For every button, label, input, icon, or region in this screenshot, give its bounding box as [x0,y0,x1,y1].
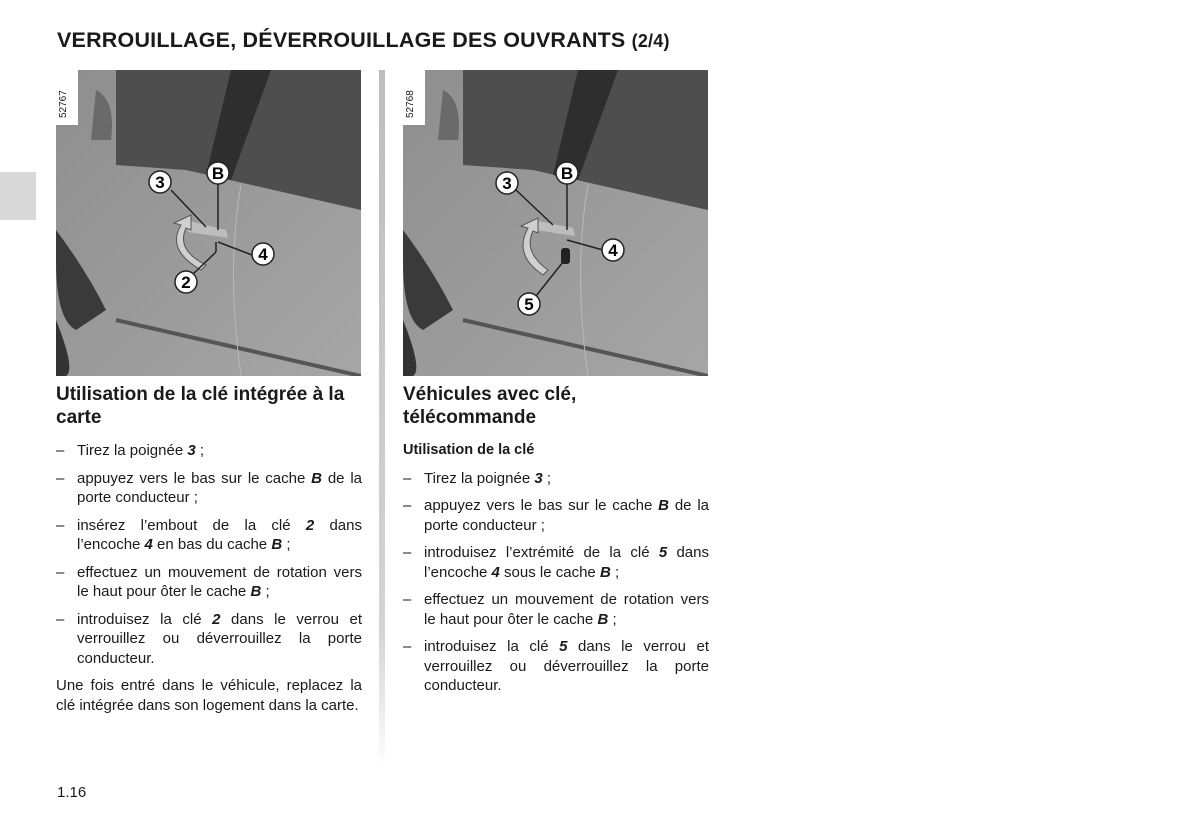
subsection-heading: Utilisation de la clé [403,442,535,458]
instruction-list [56,441,362,668]
item-reference: B [271,536,283,553]
item-text: ; [282,536,291,553]
item-text: Tirez la poignée [77,442,188,459]
left-column [56,383,362,715]
figure-number-text: 52767 [58,90,69,118]
item-text: effectuez un mouvement de rotation vers le haut pour ôter le cache [424,591,709,628]
item-reference: 4 [491,563,500,581]
item-text: dans le verrou et verrouillez ou déverrouillez la porte conducteur. [424,638,709,694]
item-text: appuyez vers le bas sur le cache [424,497,659,514]
item-reference: 2 [305,516,315,534]
item-text: ; [610,563,620,581]
figure-number-text: 52768 [405,90,416,118]
item-reference: B [597,610,609,628]
section-heading: Utilisation de la clé intégrée à la carte [56,384,345,428]
list-item [56,516,362,555]
callout-label: 3 [502,174,512,193]
list-item [403,590,709,629]
item-text: introduisez la clé [424,638,560,655]
item-reference: 5 [658,544,668,561]
callout-label: 3 [155,173,165,192]
callout-label: 4 [608,241,618,260]
item-reference: 2 [212,610,221,628]
section-tab [0,172,36,220]
item-reference: 5 [559,638,568,655]
item-reference: B [658,497,669,514]
instruction-list [403,469,709,696]
item-text: insérez l’embout de la clé [77,516,306,534]
list-item [56,563,362,602]
figure-number [56,70,78,125]
item-reference: 3 [187,442,196,459]
callout-label: 5 [524,295,534,314]
list-item [403,637,709,696]
list-item [56,441,362,461]
item-text: de la porte conducteur ; [77,469,362,506]
callout-label: 2 [181,273,191,292]
item-text: Tirez la poignée [424,469,535,487]
list-item [56,469,362,508]
page-number: 1.16 [57,784,87,801]
callout-label: B [211,164,225,183]
figure-door-key-card [56,70,361,376]
page-title [57,28,670,53]
item-text: introduisez l’extrémité de la clé [424,544,659,561]
callout-label: B [560,164,574,183]
item-reference: B [250,583,262,600]
item-text: dans l’encoche [424,544,709,581]
item-text: en bas du cache [152,536,272,553]
item-text: ; [195,442,205,459]
callout-label: 4 [258,245,268,264]
list-item [56,610,362,669]
item-text: effectuez un mouvement de rotation vers le haut pour ôter le cache [77,563,362,600]
note-text: Une fois entré dans le véhicule, replacez la clé intégrée dans son logement dans la carte. [56,677,362,714]
section-heading: Véhicules avec clé, télécommande [403,384,577,428]
right-column [403,383,709,704]
item-text: dans le verrou et verrouillez ou déverrouillez la porte conducteur. [77,610,362,667]
figure-door-remote-key [403,70,708,376]
figure-number [403,70,425,125]
item-text: ; [261,583,270,600]
item-text: dans l’encoche [77,516,362,553]
item-text: introduisez la clé [77,610,213,628]
item-reference: 3 [534,469,543,487]
item-reference: B [599,563,611,581]
item-text: appuyez vers le bas sur le cache [77,469,312,487]
item-reference: 4 [144,536,153,553]
item-text: ; [608,610,617,628]
list-item [403,496,709,535]
item-text: de la porte conducteur ; [424,497,709,534]
column-divider [379,70,385,770]
title-page-ref: (2/4) [631,31,670,51]
item-reference: B [311,469,322,487]
list-item [403,469,709,489]
item-text: sous le cache [499,563,600,581]
title-text: VERROUILLAGE, DÉVERROUILLAGE DES OUVRANTS [57,28,626,52]
list-item [403,543,709,582]
item-text: ; [542,469,552,487]
